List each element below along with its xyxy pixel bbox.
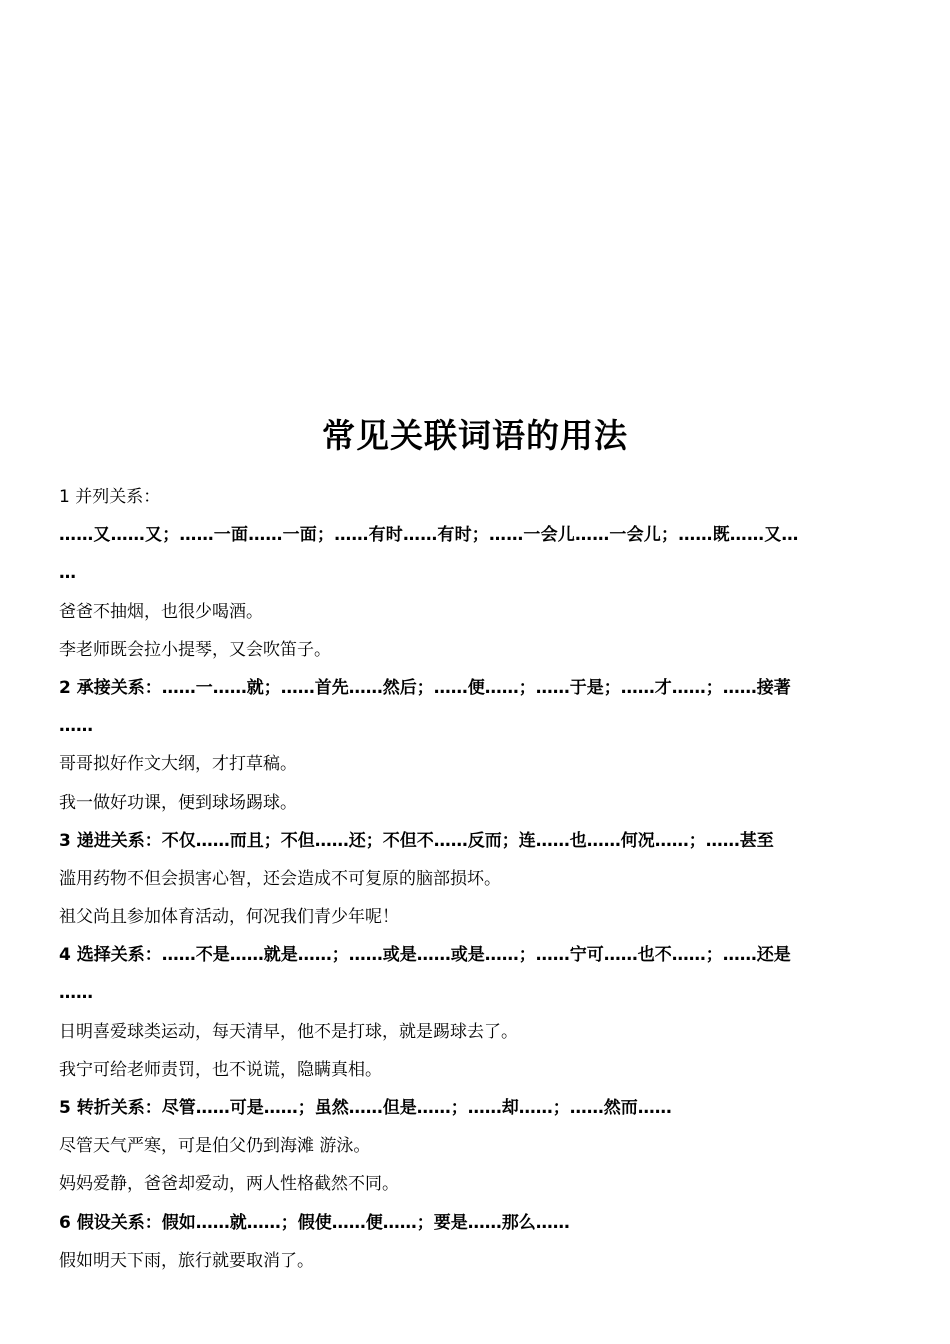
example-sentence: 李老师既会拉小提琴，又会吹笛子。	[59, 639, 331, 660]
example-sentence: 爸爸不抽烟，也很少喝酒。	[59, 601, 263, 622]
example-sentence: 假如明天下雨，旅行就要取消了。	[59, 1250, 314, 1271]
example-sentence: 哥哥拟好作文大纲，才打草稿。	[59, 754, 297, 775]
section-heading: 2 承接关系：……一……就；……首先……然后；……便……；……于是；……才……；……接著	[59, 677, 791, 698]
section-heading-continued: ……	[59, 983, 93, 1004]
example-sentence: 我一做好功课，便到球场踢球。	[59, 792, 297, 813]
section-heading: 6 假设关系：假如……就……；假使……便……；要是……那么……	[59, 1212, 570, 1233]
section-heading: 3 递进关系：不仅……而且；不但……还；不但不……反而；连……也……何况……；……甚至	[59, 830, 774, 851]
example-sentence: 尽管天气严寒，可是伯父仍到海滩 游泳。	[59, 1136, 371, 1157]
section-heading: 4 选择关系：……不是……就是……；……或是……或是……；……宁可……也不……；……还是	[59, 945, 791, 966]
section-alternative	[59, 936, 895, 1089]
example-sentence: 滥用药物不但会损害心智，还会造成不可复原的脑部损坏。	[59, 868, 501, 889]
example-sentence: 妈妈爱静，爸爸却爱动，两人性格截然不同。	[59, 1174, 399, 1195]
section-heading: 5 转折关系：尽管……可是……；虽然……但是……；……却……；……然而……	[59, 1098, 672, 1118]
document-body	[59, 478, 895, 1280]
section-hypothetical	[59, 1204, 895, 1280]
example-sentence: 日明喜爱球类运动，每天清早，他不是打球，就是踢球去了。	[59, 1021, 518, 1042]
section-heading-continued: ……	[59, 716, 93, 737]
example-sentence: 我宁可给老师责罚，也不说谎，隐瞒真相。	[59, 1059, 382, 1080]
section-pattern-line: …	[59, 563, 77, 584]
section-pattern-line: ……又……又；……一面……一面；……有时……有时；……一会儿……一会儿；……既……又…	[59, 525, 799, 546]
example-sentence: 祖父尚且参加体育活动，何况我们青少年呢！	[59, 907, 399, 928]
section-parallel	[59, 478, 895, 669]
section-progressive	[59, 822, 895, 937]
section-adversative	[59, 1089, 895, 1204]
section-sequential	[59, 669, 895, 822]
page-title: 常见关联词语的用法	[322, 416, 628, 455]
section-heading: 1 并列关系：	[59, 487, 161, 507]
